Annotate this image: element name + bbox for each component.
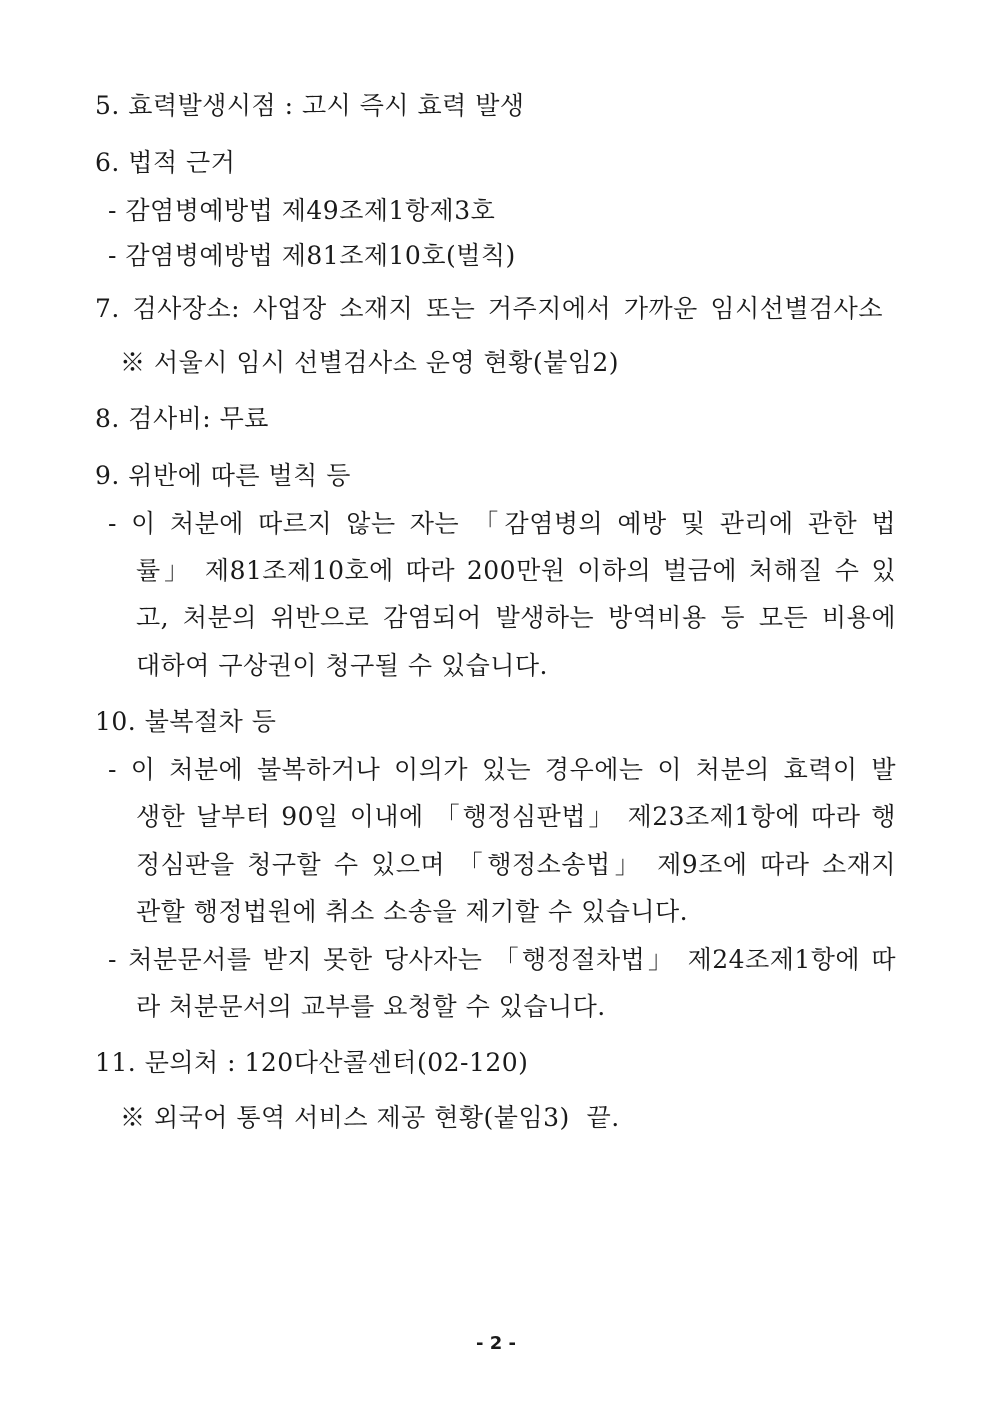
- section-10-paragraph-line: 생한 날부터 90일 이내에 「행정심판법」 제23조제1항에 따라 행: [136, 802, 896, 831]
- section-9-heading: 9. 위반에 따른 벌칙 등: [95, 461, 351, 490]
- section-5-heading: 5. 효력발생시점 : 고시 즉시 효력 발생: [95, 91, 525, 120]
- section-10-heading: 10. 불복절차 등: [95, 707, 277, 736]
- section-6-item: - 감염병예방법 제81조제10호(벌칙): [108, 241, 516, 270]
- section-8-heading: 8. 검사비: 무료: [95, 404, 269, 433]
- section-7-heading: 7. 검사장소: 사업장 소재지 또는 거주지에서 가까운 임시선별검사소: [95, 294, 883, 323]
- section-11-note: ※ 외국어 통역 서비스 제공 현황(붙임3) 끝.: [120, 1103, 620, 1132]
- section-6-item: - 감염병예방법 제49조제1항제3호: [108, 196, 496, 225]
- section-10-paragraph-line: - 처분문서를 받지 못한 당사자는 「행정절차법」 제24조제1항에 따: [108, 945, 896, 974]
- section-9-paragraph-line: - 이 처분에 따르지 않는 자는 「감염병의 예방 및 관리에 관한 법: [108, 509, 896, 538]
- section-10-paragraph-line: - 이 처분에 불복하거나 이의가 있는 경우에는 이 처분의 효력이 발: [108, 755, 896, 784]
- section-7-note: ※ 서울시 임시 선별검사소 운영 현황(붙임2): [120, 348, 620, 377]
- section-9-paragraph-line: 률」 제81조제10호에 따라 200만원 이하의 벌금에 처해질 수 있: [136, 556, 896, 585]
- section-10-paragraph-line: 정심판을 청구할 수 있으며 「행정소송법」 제9조에 따라 소재지: [136, 850, 896, 879]
- section-6-heading: 6. 법적 근거: [95, 148, 236, 177]
- section-11-heading: 11. 문의처 : 120다산콜센터(02-120): [95, 1048, 529, 1077]
- section-10-paragraph-line: 관할 행정법원에 취소 소송을 제기할 수 있습니다.: [136, 897, 689, 926]
- section-9-paragraph-line: 고, 처분의 위반으로 감염되어 발생하는 방역비용 등 모든 비용에: [136, 603, 896, 632]
- section-9-paragraph-line: 대하여 구상권이 청구될 수 있습니다.: [136, 651, 548, 680]
- section-10-paragraph-line: 라 처분문서의 교부를 요청할 수 있습니다.: [136, 992, 606, 1021]
- page-number: - 2 -: [476, 1333, 516, 1354]
